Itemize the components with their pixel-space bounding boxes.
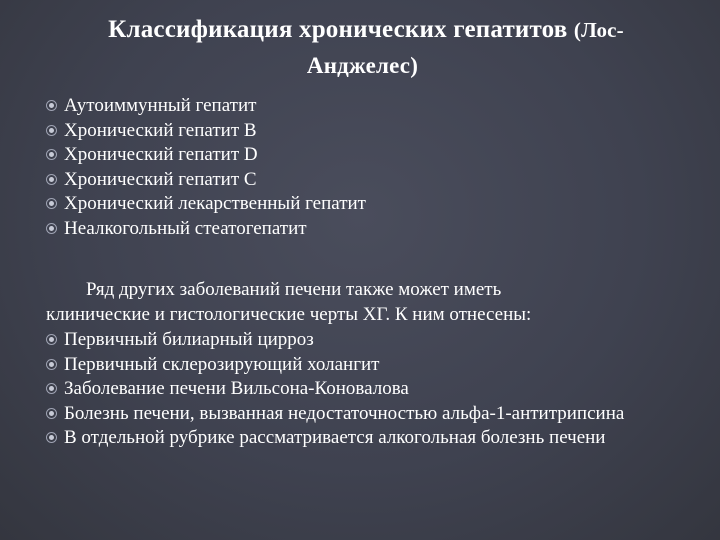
title-line-2: Анджелес) xyxy=(306,53,419,78)
hepatitis-types-list xyxy=(46,94,366,241)
list-item xyxy=(46,192,366,217)
intro-paragraph xyxy=(46,278,696,327)
list-item xyxy=(46,353,696,378)
bullet-icon xyxy=(46,174,57,185)
other-diseases-list xyxy=(46,328,696,451)
bullet-icon xyxy=(46,100,57,111)
list-item-label: Аутоиммунный гепатит xyxy=(64,95,257,116)
bullet-icon xyxy=(46,359,57,370)
slide-title xyxy=(0,12,720,83)
paragraph-line-2: клинические и гистологические черты ХГ. К ним отнесены: xyxy=(46,303,532,325)
bullet-icon xyxy=(46,198,57,209)
list-item xyxy=(46,217,366,242)
list-item xyxy=(46,94,366,119)
bullet-icon xyxy=(46,125,57,136)
list-item xyxy=(46,328,696,353)
list-item-label: Болезнь печени, вызванная недостаточностью альфа-1-антитрипсина xyxy=(64,402,625,424)
list-item-label: Неалкогольный стеатогепатит xyxy=(64,217,307,239)
list-item-label: Заболевание печени Вильсона-Коновалова xyxy=(64,378,409,399)
list-item-label: Хронический гепатит В xyxy=(64,119,257,141)
list-item xyxy=(46,426,696,451)
list-item xyxy=(46,119,366,144)
list-item-label: Первичный билиарный цирроз xyxy=(64,329,314,350)
list-item xyxy=(46,377,696,402)
list-item xyxy=(46,168,366,193)
list-item-label: Хронический гепатит D xyxy=(64,144,258,165)
title-line-1 xyxy=(0,12,720,48)
list-item-label: В отдельной рубрике рассматривается алкогольная болезнь печени xyxy=(64,427,606,448)
bullet-icon xyxy=(46,149,57,160)
list-item-label: Первичный склерозирующий холангит xyxy=(64,353,380,375)
list-item-label: Хронический лекарственный гепатит xyxy=(64,193,366,214)
list-item xyxy=(46,143,366,168)
list-item xyxy=(46,402,696,427)
paragraph-line-1: Ряд других заболеваний печени также может иметь xyxy=(86,279,502,300)
list-item-label: Хронический гепатит С xyxy=(64,168,257,190)
bullet-icon xyxy=(46,334,57,345)
bullet-icon xyxy=(46,383,57,394)
bullet-icon xyxy=(46,223,57,234)
title-main: Классификация хронических гепатитов xyxy=(108,16,568,43)
title-suffix: (Лос- xyxy=(573,18,624,42)
bullet-icon xyxy=(46,432,57,443)
bullet-icon xyxy=(46,408,57,419)
